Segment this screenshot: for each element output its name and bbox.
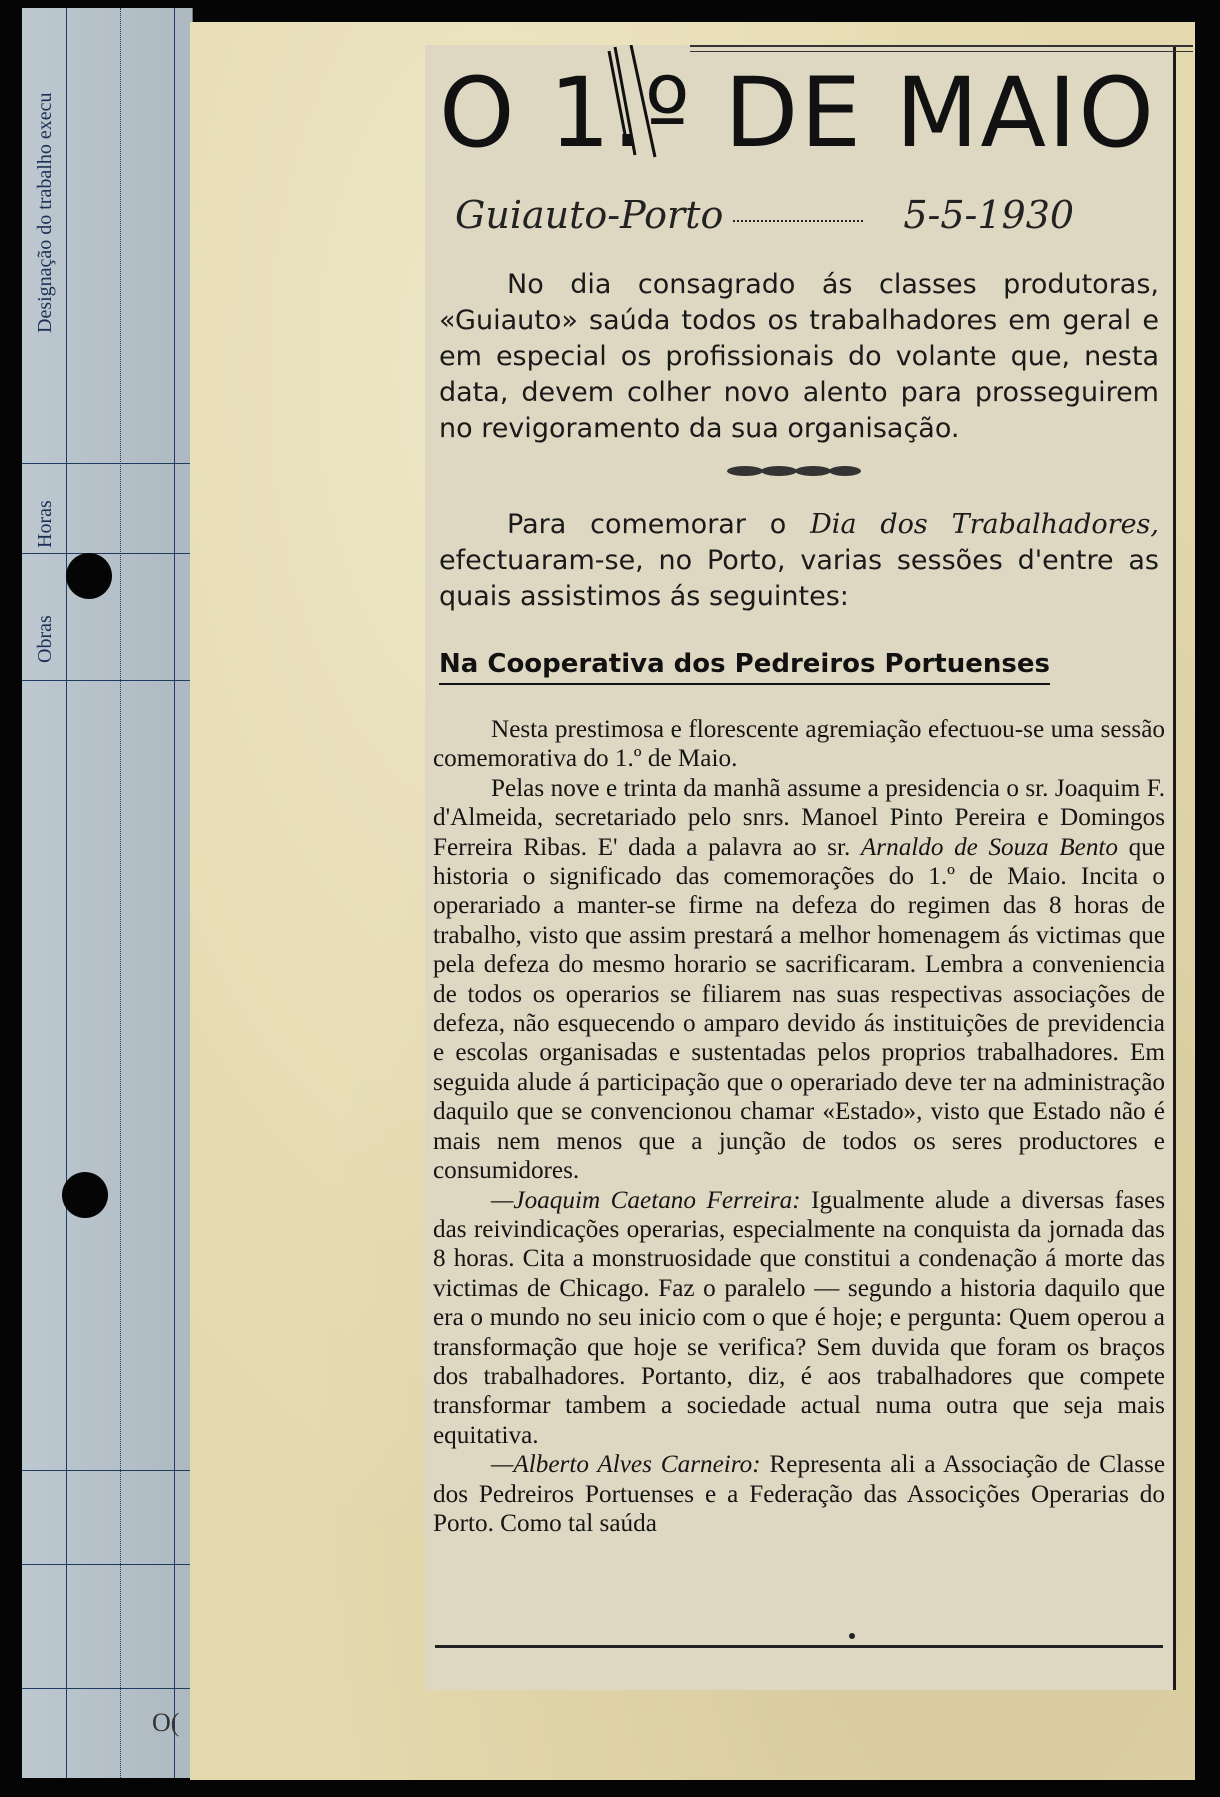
ledger-label-works: Obras bbox=[34, 615, 56, 663]
para2-text: Para comemorar o bbox=[507, 509, 811, 540]
headline: O 1.º DE MAIO bbox=[439, 57, 1156, 169]
p4-italic: —Alberto Alves Carneiro: bbox=[491, 1451, 761, 1479]
body-paragraph-4 bbox=[433, 1450, 1165, 1538]
ledger-rule bbox=[22, 1688, 192, 1689]
handwritten-annotation bbox=[455, 193, 1074, 237]
ledger-rule bbox=[22, 553, 192, 554]
body-paragraph-1: Nesta prestimosa e florescente agremiação efectuou-se uma sessão comemorativa do 1.º de Maio. bbox=[433, 716, 1165, 773]
p3-italic: —Joaquim Caetano Ferreira: bbox=[491, 1186, 801, 1214]
body-paragraph-2 bbox=[433, 774, 1165, 1186]
clipping-top-rule bbox=[690, 51, 1193, 52]
ledger-rule bbox=[22, 680, 192, 681]
p2-text-end: que historia o significado das comemorações do 1.º de Maio. Incita o operariado a manter-se firme na defeza do regimen das 8 horas de trabalho, visto que assim prestará a melhor homenagem ás victimas que pela defeza do mesmo horario se sacrificaram. Lembra a conveniencia de todos os operarios se filiarem nas suas respectivas associações de defeza, não esquecendo o amparo devido ás instituições de previdencia e escolas organisadas e sustentadas pelos proprios trabalhadores. Em seguida alude á participação que o operariado deve ter na administração daquilo que se convencionou chamar «Estado», visto que Estado não é mais nem menos que a junção de todos os seres productores e consumidores. bbox=[433, 833, 1165, 1185]
ornament-divider bbox=[725, 463, 865, 479]
ledger-rule bbox=[66, 8, 67, 1778]
dotted-line bbox=[733, 220, 863, 222]
handwritten-date: 5-5-1930 bbox=[903, 193, 1075, 237]
commemoration-paragraph bbox=[439, 507, 1159, 615]
footer-rule bbox=[435, 1645, 1163, 1648]
p3-text: Igualmente alude a diversas fases das reivindicações operarias, especialmente na conquista da jornada das 8 horas. Cita a monstruosidade que constitui a condenação á morte das victimas de Chicago. Faz o paralelo — segundo a historia daquilo que era o mundo no seu inicio com o que é hoje; e pergunta: Quem operou a transformação que hoje se verifica? Sem duvida que foram os braços dos trabalhadores. Portanto, diz, é aos trabalhadores que compete transformar tambem a sociedade actual numa outra que seja mais equitativa. bbox=[433, 1186, 1166, 1449]
intro-paragraph: No dia consagrado ás classes produtoras, «Guiauto» saúda todos os trabalhadores em geral e em especial os profissionais do volante que, nesta data, devem colher novo alento para prosseguirem no revigoramento da sua organisação. bbox=[439, 269, 1159, 444]
ledger-rule bbox=[22, 1470, 192, 1471]
pen-strokes bbox=[605, 45, 675, 165]
punch-hole bbox=[62, 1172, 108, 1218]
para2-italic: Dia dos Trabalhadores, bbox=[810, 509, 1159, 540]
ledger-label-hours: Horas bbox=[34, 500, 56, 548]
article-body bbox=[433, 715, 1165, 1538]
ledger-rule bbox=[174, 8, 175, 1778]
p2-italic: Arnaldo de Souza Bento bbox=[860, 833, 1119, 861]
clipping-top-rule bbox=[690, 45, 1193, 47]
para2-text-end: efectuaram-se, no Porto, varias sessões d'entre as quais assistimos ás seguintes: bbox=[439, 545, 1159, 612]
newspaper-clipping bbox=[425, 45, 1176, 1690]
p4-text: Representa ali a Associação de Classe dos Pedreiros Portuenses e a Federação das Associções Operarias do Porto. Como tal saúda bbox=[433, 1451, 1165, 1537]
ledger-card bbox=[22, 8, 193, 1778]
ledger-dotted-rule bbox=[120, 8, 121, 1778]
ledger-rule bbox=[22, 1564, 192, 1565]
footer-dot bbox=[849, 1633, 855, 1639]
punch-hole bbox=[66, 553, 112, 599]
ledger-bottom-fragment: O( bbox=[152, 1708, 180, 1737]
ledger-label-work: Designação do trabalho execu bbox=[34, 92, 56, 333]
p2-text: Pelas nove e trinta da manhã assume a presidencia o sr. Joaquim F. d'Almeida, secretariado pelo snrs. Manoel Pinto Pereira e Domingos Ferreira Ribas. E' dada a palavra ao sr. bbox=[433, 774, 1165, 861]
body-paragraph-3 bbox=[433, 1186, 1165, 1451]
section-title: Na Cooperativa dos Pedreiros Portuenses bbox=[439, 649, 1050, 685]
ledger-rule bbox=[22, 463, 192, 464]
handwritten-source: Guiauto-Porto bbox=[455, 193, 724, 237]
